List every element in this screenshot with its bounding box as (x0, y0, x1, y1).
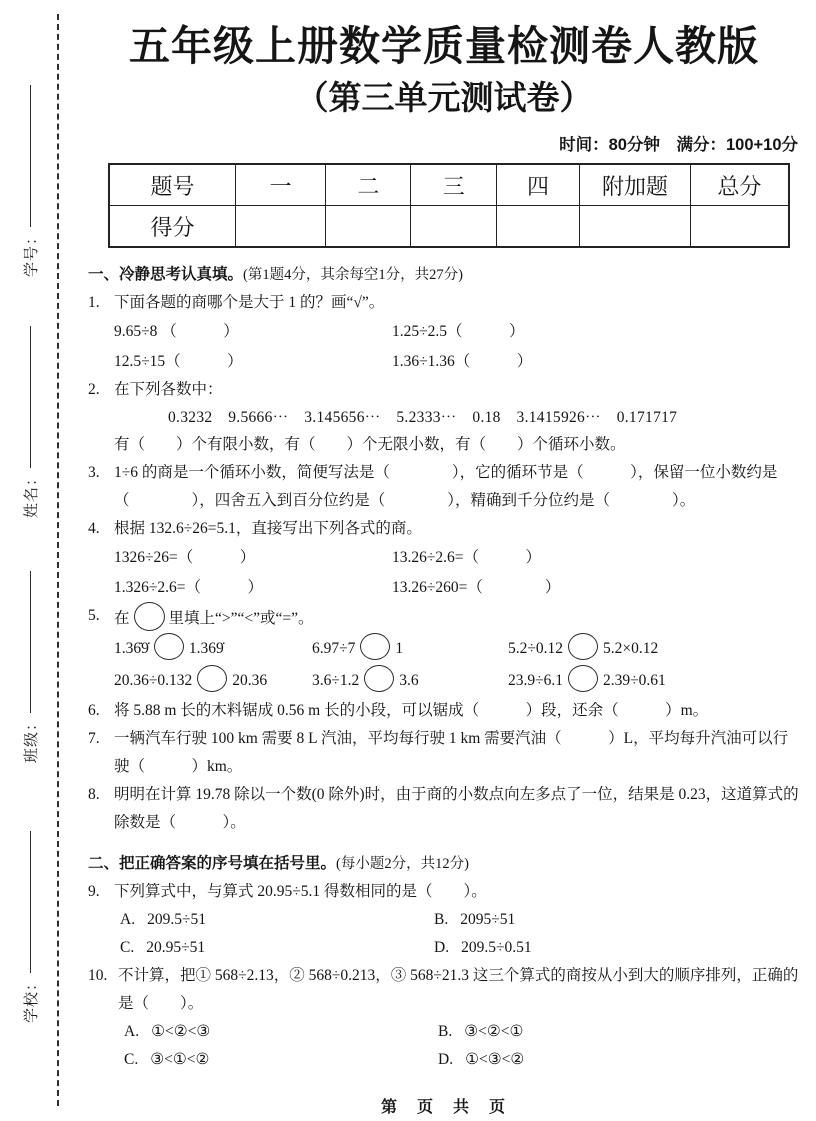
school-blank-line (30, 831, 31, 973)
fill-circle-icon (197, 665, 227, 692)
option-a: A. ①<②<③ (124, 1023, 211, 1041)
score-blank-cell (235, 206, 325, 248)
question-number: 4. (88, 520, 100, 538)
option-c: C. 20.95÷51 (120, 939, 206, 957)
paper-content (88, 0, 800, 1117)
compare-item: 3.6÷1.2 3.6 (312, 665, 508, 697)
question-5-intro (114, 602, 800, 633)
student-name-label: 姓名： (23, 469, 40, 518)
section-two-heading (88, 850, 800, 878)
question-number: 6. (88, 702, 100, 720)
question-2-number-list: 0.3232 9.5666⋯ 3.145656⋯ 5.2333⋯ 0.18 3.1415926⋯ 0.171717 (168, 409, 678, 427)
question-6-text: 将 5.88 m 长的木料锯成 0.56 m 长的小段，可以锯成（ ）段，还余（ ）m。 (114, 702, 709, 720)
class-field (16, 553, 44, 763)
school-label: 学校： (23, 974, 40, 1023)
question-10-text: 不计算，把① 568÷2.13，② 568÷0.213，③ 568÷21.3 这三个算式的商按从小到大的顺序排列，正确的是（ ）。 (118, 967, 799, 1013)
compare-item: 20.36÷0.132 20.36 (114, 665, 312, 697)
page-footer: 第 页 共 页 (380, 1099, 507, 1117)
section-two-note: (每小题2分，共12分) (336, 856, 469, 873)
fill-circle-icon (364, 665, 394, 692)
question-2-blanks-line: 有（ ）个有限小数，有（ ）个无限小数，有（ ）个循环小数。 (114, 436, 626, 454)
question-number: 5. (88, 607, 100, 625)
question-4 (88, 515, 800, 602)
score-row-label-cell: 得分 (109, 206, 235, 248)
student-name-field (16, 308, 44, 518)
score-table-header-cell: 三 (411, 164, 497, 206)
question-8 (88, 781, 800, 837)
question-5 (88, 602, 800, 697)
score-blank-cell (690, 206, 789, 248)
question-4-text: 根据 132.6÷26=5.1，直接写出下列各式的商。 (114, 520, 422, 538)
fill-circle-icon (360, 633, 390, 660)
exam-time-score-meta: 时间：80分钟 满分：100+10分 (559, 136, 798, 155)
question-5-compare-grid (114, 633, 800, 697)
question-1-item: 12.5÷15（ ） (114, 352, 243, 370)
option-a: A. 209.5÷51 (120, 911, 206, 929)
question-2 (88, 376, 800, 459)
score-table-header-cell: 一 (235, 164, 325, 206)
score-blank-cell (411, 206, 497, 248)
question-number: 10. (88, 967, 108, 985)
question-number: 1. (88, 294, 100, 312)
question-6 (88, 697, 800, 725)
compare-item: 5.2÷0.12 5.2×0.12 (508, 633, 800, 665)
section-one-heading (88, 261, 800, 289)
question-10-options (118, 1018, 800, 1074)
option-b: B. 2095÷51 (434, 911, 516, 929)
section-one-title: 一、冷静思考认真填。 (88, 266, 244, 284)
question-number: 2. (88, 381, 100, 399)
question-9-text: 下列算式中，与算式 20.95÷5.1 得数相同的是（ ）。 (114, 883, 487, 901)
question-7-text: 一辆汽车行驶 100 km 需要 8 L 汽油，平均每行驶 1 km 需要汽油（ ）L，平均每升汽油可以行驶（ ）km。 (114, 730, 789, 776)
question-4-item: 1326÷26=（ ） (114, 549, 256, 567)
fill-circle-icon (154, 633, 184, 660)
score-table (108, 163, 790, 248)
compare-item: 6.97÷7 1 (312, 633, 508, 665)
class-blank-line (30, 571, 31, 713)
question-number: 9. (88, 883, 100, 901)
question-1-items (114, 317, 800, 376)
student-id-label: 学号： (23, 228, 40, 277)
score-table-header-cell: 附加题 (580, 164, 691, 206)
class-label: 班级： (23, 714, 40, 763)
fill-circle-icon (568, 665, 598, 692)
score-table-score-row (109, 206, 789, 248)
question-10 (88, 962, 800, 1074)
option-d: D. 209.5÷0.51 (434, 939, 532, 957)
question-1-text: 下面各题的商哪个是大于 1 的？画“√”。 (114, 294, 385, 312)
student-id-blank-line (30, 85, 31, 227)
question-5-intro-post: 里填上“>”“<”或“=”。 (168, 610, 314, 628)
section-one-note: (第1题4分，其余每空1分，共27分) (243, 267, 463, 284)
question-8-text: 明明在计算 19.78 除以一个数(0 除外)时，由于商的小数点向左多点了一位，结果是 0.23，这道算式的除数是（ ）。 (114, 786, 799, 832)
fill-circle-icon (568, 633, 598, 660)
section-two-title: 二、把正确答案的序号填在括号里。 (88, 855, 337, 873)
school-field (16, 813, 44, 1023)
question-4-item: 13.26÷2.6=（ ） (392, 549, 541, 567)
compare-item: 23.9÷6.1 2.39÷0.61 (508, 665, 800, 697)
paper-title: 五年级上册数学质量检测卷人教版 (129, 23, 759, 69)
question-number: 3. (88, 464, 100, 482)
seal-dashed-line (57, 14, 59, 1106)
score-table-header-cell: 总分 (690, 164, 789, 206)
question-3 (88, 459, 800, 515)
score-blank-cell (580, 206, 691, 248)
question-1-item: 1.25÷2.5（ ） (392, 323, 525, 341)
student-id-field (16, 67, 44, 277)
student-name-blank-line (30, 326, 31, 468)
question-7 (88, 725, 800, 781)
paper-subtitle: （第三单元测试卷） (295, 79, 593, 117)
question-4-item: 13.26÷260=（ ） (392, 578, 561, 596)
score-table-header-cell: 四 (497, 164, 580, 206)
question-number: 8. (88, 786, 100, 804)
question-1-item: 1.36÷1.36（ ） (392, 352, 533, 370)
question-9 (88, 878, 800, 962)
question-1 (88, 289, 800, 376)
score-blank-cell (326, 206, 411, 248)
score-table-header-cell: 题号 (109, 164, 235, 206)
question-1-item: 9.65÷8 （ ） (114, 323, 239, 341)
option-c: C. ③<①<② (124, 1051, 210, 1069)
option-b: B. ③<②<① (438, 1023, 524, 1041)
question-number: 7. (88, 730, 100, 748)
question-2-text: 在下列各数中： (114, 381, 223, 399)
question-9-options (114, 906, 800, 962)
score-blank-cell (497, 206, 580, 248)
question-4-items (114, 543, 800, 602)
question-3-text: 1÷6 的商是一个循环小数，简便写法是（ ），它的循环节是（ ），保留一位小数约是（ ），四舍五入到百分位约是（ ），精确到千分位约是（ ）。 (114, 464, 778, 510)
question-5-intro-pre: 在 (114, 610, 130, 628)
question-4-item: 1.326÷2.6=（ ） (114, 578, 263, 596)
compare-item: 1.36̇9̇ 1.369̇ (114, 633, 312, 665)
score-table-header-row (109, 164, 789, 206)
option-d: D. ①<③<② (438, 1051, 525, 1069)
score-table-header-cell: 二 (326, 164, 411, 206)
fill-circle-icon (134, 602, 165, 631)
